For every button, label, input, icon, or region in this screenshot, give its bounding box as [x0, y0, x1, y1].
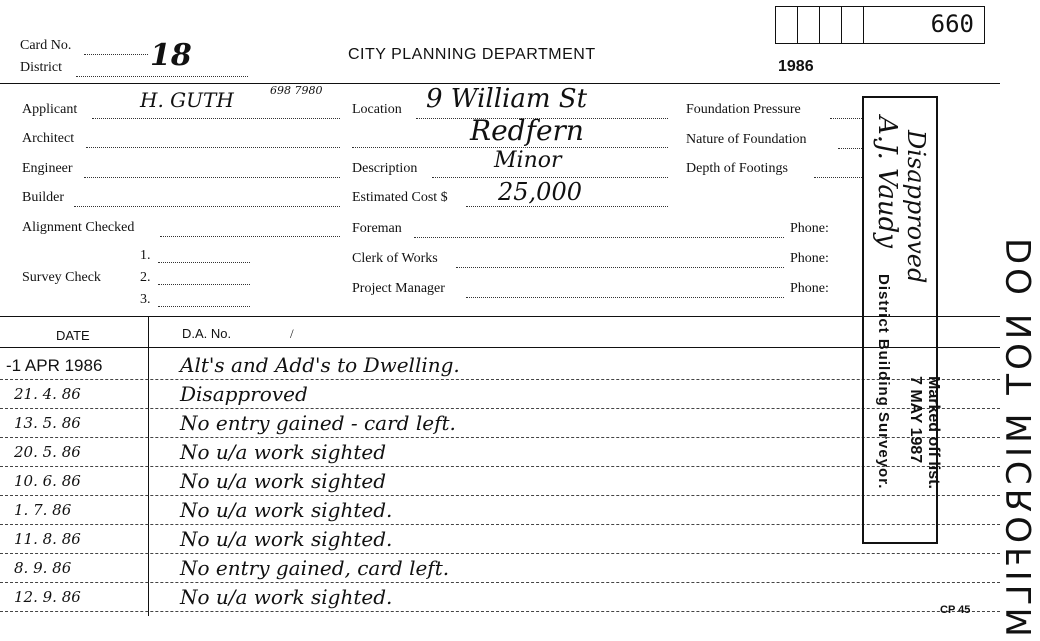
- project-manager-label: Project Manager: [352, 281, 445, 296]
- row-entry: No u/a work sighted.: [180, 527, 393, 551]
- survey-line-2: [158, 284, 250, 285]
- depth-of-footings-label: Depth of Footings: [686, 161, 788, 176]
- card-no-value: 18: [150, 38, 192, 73]
- stamp-decision: Disapproved: [902, 130, 930, 284]
- survey-line-1: [158, 262, 250, 263]
- nature-line: [838, 148, 862, 149]
- table-row: [0, 352, 1000, 381]
- applicant-label: Applicant: [22, 102, 78, 117]
- table-row: [0, 439, 1000, 468]
- row-rule: [0, 582, 1000, 583]
- row-date: 10. 6. 86: [14, 472, 81, 490]
- nature-of-foundation-label: Nature of Foundation: [686, 132, 807, 147]
- file-number-box-2: [797, 6, 820, 44]
- file-number: 660: [930, 10, 974, 38]
- row-rule: [0, 611, 1000, 612]
- foundation-pressure-label: Foundation Pressure: [686, 102, 801, 117]
- builder-line: [74, 206, 340, 207]
- row-date: 13. 5. 86: [14, 414, 81, 432]
- file-number-box-3: [819, 6, 842, 44]
- applicant-line: [92, 118, 340, 119]
- row-rule: [0, 437, 1000, 438]
- card-no-line: [84, 54, 148, 55]
- row-entry: No entry gained, card left.: [180, 556, 450, 580]
- survey-item-1: 1.: [140, 248, 151, 263]
- cost-label: Estimated Cost $: [352, 190, 448, 205]
- microfilm-note: DO NOT MICROFILM: [1000, 238, 1040, 641]
- location-line1: 9 William St: [426, 84, 588, 114]
- row-date: 20. 5. 86: [14, 443, 81, 461]
- description-label: Description: [352, 161, 418, 176]
- row-date: 21. 4. 86: [14, 385, 81, 403]
- depth-line: [814, 177, 862, 178]
- district-label: District: [20, 60, 62, 75]
- date-header: DATE: [56, 328, 90, 343]
- stamp-marked-off: Marked off list.: [925, 376, 942, 489]
- alignment-line: [160, 236, 340, 237]
- builder-label: Builder: [22, 190, 64, 205]
- foundation-pressure-line: [830, 118, 862, 119]
- row-date: 12. 9. 86: [14, 588, 81, 606]
- file-number-box-1: [775, 6, 798, 44]
- row-entry: Alt's and Add's to Dwelling.: [180, 353, 460, 377]
- stamp-signature: A.J. Vaudy: [872, 116, 902, 248]
- year: 1986: [778, 58, 814, 75]
- location-label: Location: [352, 102, 402, 117]
- row-rule: [0, 379, 1000, 380]
- file-number-box: [863, 6, 985, 44]
- da-no-header: D.A. No.: [182, 326, 232, 341]
- row-entry: No u/a work sighted.: [180, 585, 393, 609]
- location-line2: Redfern: [470, 114, 584, 147]
- table-row: [0, 381, 1000, 410]
- stamp-date: 7 MAY 1987: [907, 376, 924, 464]
- file-number-box-4: [841, 6, 864, 44]
- cost-line: [466, 206, 668, 207]
- row-entry: No u/a work sighted: [180, 440, 387, 464]
- survey-check-label: Survey Check: [22, 270, 101, 285]
- table-row: [0, 410, 1000, 439]
- row-rule: [0, 553, 1000, 554]
- row-rule: [0, 524, 1000, 525]
- da-no-slash: /: [290, 326, 294, 341]
- table-top-rule: [0, 316, 1000, 317]
- row-entry: No u/a work sighted.: [180, 498, 393, 522]
- survey-line-3: [158, 306, 250, 307]
- row-date: 8. 9. 86: [14, 559, 72, 577]
- survey-item-3: 3.: [140, 292, 151, 307]
- row-entry: Disapproved: [180, 382, 308, 406]
- foreman-label: Foreman: [352, 221, 402, 236]
- row-rule: [0, 408, 1000, 409]
- survey-item-2: 2.: [140, 270, 151, 285]
- table-row: [0, 526, 1000, 555]
- engineer-line: [84, 177, 340, 178]
- row-date: -1 APR 1986: [6, 356, 103, 375]
- description-value: Minor: [494, 148, 562, 173]
- district-line: [76, 76, 248, 77]
- page-title: CITY PLANNING DEPARTMENT: [348, 46, 596, 63]
- table-row: [0, 468, 1000, 497]
- row-entry: No u/a work sighted: [180, 469, 387, 493]
- table-row: [0, 555, 1000, 584]
- row-entry: No entry gained - card left.: [180, 411, 456, 435]
- stamp-title: District Building Surveyor.: [875, 274, 892, 490]
- phone-label-1: Phone:: [790, 221, 829, 236]
- row-rule: [0, 495, 1000, 496]
- applicant-value: H. GUTH: [140, 88, 234, 112]
- architect-line: [86, 147, 340, 148]
- row-date: 1. 7. 86: [14, 501, 72, 519]
- applicant-phone: 698 7980: [270, 84, 323, 97]
- architect-label: Architect: [22, 131, 75, 146]
- row-rule: [0, 466, 1000, 467]
- phone-label-3: Phone:: [790, 281, 829, 296]
- alignment-label: Alignment Checked: [22, 220, 135, 235]
- card-no-label: Card No.: [20, 38, 72, 53]
- row-date: 11. 8. 86: [14, 530, 81, 548]
- clerk-line: [456, 267, 784, 268]
- table-row: [0, 497, 1000, 526]
- project-manager-line: [466, 297, 784, 298]
- engineer-label: Engineer: [22, 161, 73, 176]
- form-code: CP 45: [940, 604, 971, 616]
- table-row: [0, 584, 1000, 613]
- foreman-line: [414, 237, 784, 238]
- phone-label-2: Phone:: [790, 251, 829, 266]
- cost-value: 25,000: [498, 178, 582, 206]
- table-header-rule: [0, 347, 1000, 348]
- clerk-label: Clerk of Works: [352, 251, 438, 266]
